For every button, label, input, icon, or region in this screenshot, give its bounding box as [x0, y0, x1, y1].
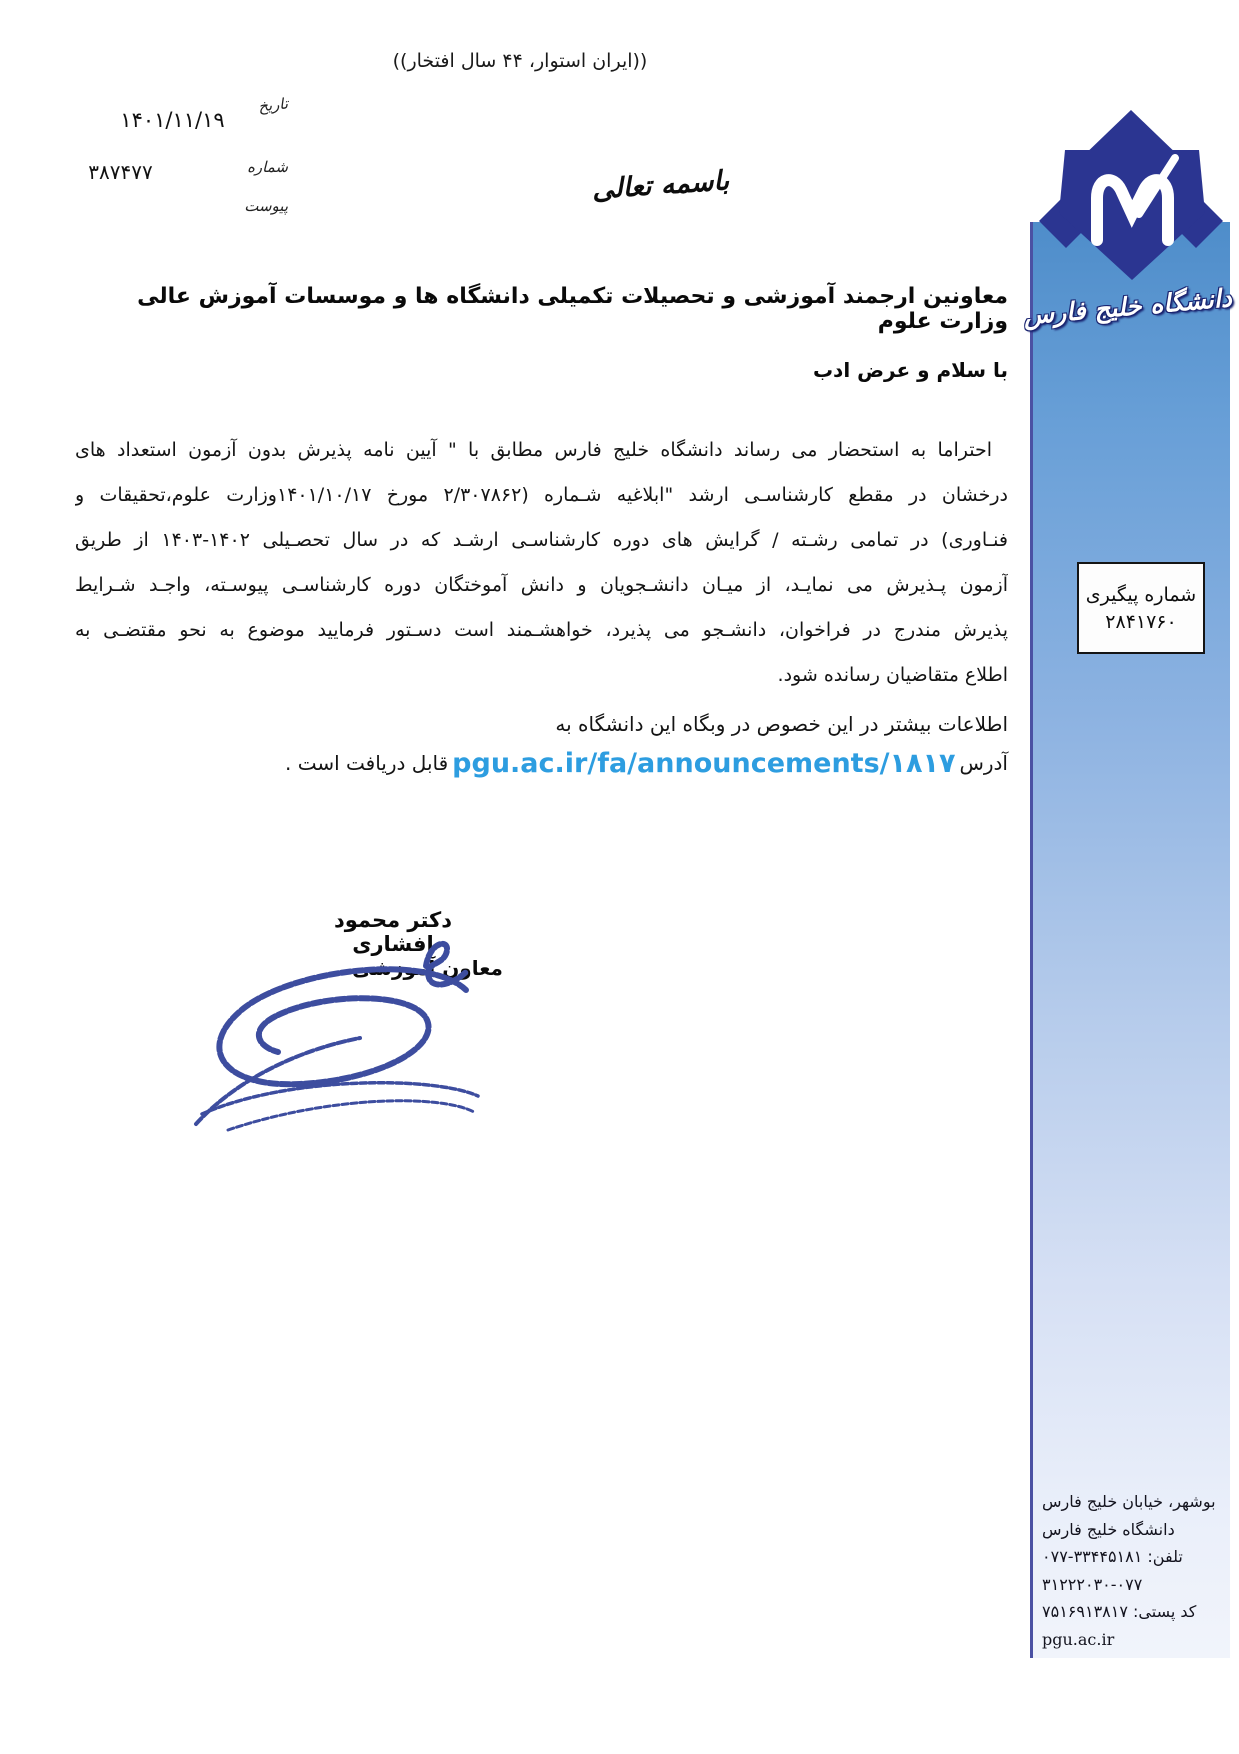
address-line	[75, 748, 1008, 779]
recipient-line: معاونین ارجمند آموزشی و تحصیلات تکمیلی دانشگاه ها و موسسات آموزش عالی وزارت علوم	[137, 284, 1008, 334]
tracking-label: شماره پیگیری	[1085, 583, 1197, 606]
university-name-calligraphy: دانشگاه خلیج فارس	[1022, 283, 1233, 331]
footer-postal-code-line: کد پستی: ۷۵۱۶۹۱۳۸۱۷	[1042, 1602, 1197, 1621]
date-value: ۱۴۰۱/۱۱/۱۹	[120, 108, 225, 132]
footer-university-line: دانشگاه خلیج فارس	[1042, 1519, 1175, 1539]
body-line: درخشان در مقطع کارشناسـی ارشد "ابلاغیه شـماره (۲/۳۰۷۸۶۲ مورخ ۱۴۰۱/۱۰/۱۷وزارت علوم،تحقیقات و	[75, 484, 1008, 506]
date-label: تاریخ	[257, 94, 289, 116]
attachment-label: پیوست	[244, 197, 288, 215]
address-suffix: قابل دریافت است .	[284, 751, 449, 775]
number-label: شماره	[247, 158, 288, 176]
bismillah-calligraphy: باسمه تعالی	[590, 165, 731, 206]
footer-phone-line: تلفن: ۳۳۴۴۵۱۸۱-۰۷۷	[1042, 1547, 1183, 1566]
footer-website[interactable]: pgu.ac.ir	[1042, 1629, 1115, 1649]
handwritten-signature	[178, 928, 490, 1140]
body-line: احتراما به استحضار می رساند دانشگاه خلیج فارس مطابق با " آیین نامه پذیرش بدون آزمون استعداد های	[75, 439, 992, 461]
body-line: آزمون پـذیرش می نمایـد، از میـان دانشـجویان و دانش آموختگان دوره کارشناسـی پیوسـته، واجـد شـرایط	[75, 574, 1008, 596]
footer-contact-block	[1042, 1488, 1224, 1653]
body-line: فنـاوری) در تمامی رشـته / گرایش های دوره کارشناسـی ارشـد که در سال تحصـیلی ۱۴۰۲-۱۴۰۳ از طریق	[75, 529, 1008, 551]
tracking-number: ۲۸۴۱۷۶۰	[1105, 610, 1177, 633]
tracking-number-box	[1077, 562, 1205, 654]
announcement-link[interactable]: pgu.ac.ir/fa/announcements/۱۸۱۷	[452, 748, 956, 779]
national-slogan: ((ایران استوار، ۴۴ سال افتخار))	[392, 50, 648, 72]
body-line: پذیرش مندرج در فراخوان، دانشـجو می پذیرد، خواهشـمند است دسـتور فرمایید موضوع به نحو مقتضـی به	[75, 619, 1008, 641]
signature-scribble-icon	[178, 928, 490, 1140]
signatory-title: معاون آموزشی	[352, 956, 503, 980]
salutation-line: با سلام و عرض ادب	[812, 358, 1008, 382]
letterhead-sidebar	[1030, 222, 1230, 1658]
body-line: اطلاع متقاضیان رسانده شود.	[777, 664, 1008, 686]
footer-address-line: بوشهر، خیابان خلیج فارس	[1042, 1492, 1216, 1511]
university-logo	[1035, 108, 1227, 298]
footer-phone2-line: ۳۱۲۲۲۰۳۰-۰۷۷	[1042, 1574, 1143, 1594]
more-info-line: اطلاعات بیشتر در این خصوص در وبگاه این دانشگاه به	[555, 712, 1008, 736]
letter-body	[75, 428, 1008, 698]
signatory-name: دکتر محمود افشاری	[333, 908, 453, 956]
address-prefix: آدرس	[959, 751, 1008, 775]
number-value: ۳۸۷۴۷۷	[88, 160, 153, 184]
university-emblem-icon	[1035, 108, 1227, 298]
